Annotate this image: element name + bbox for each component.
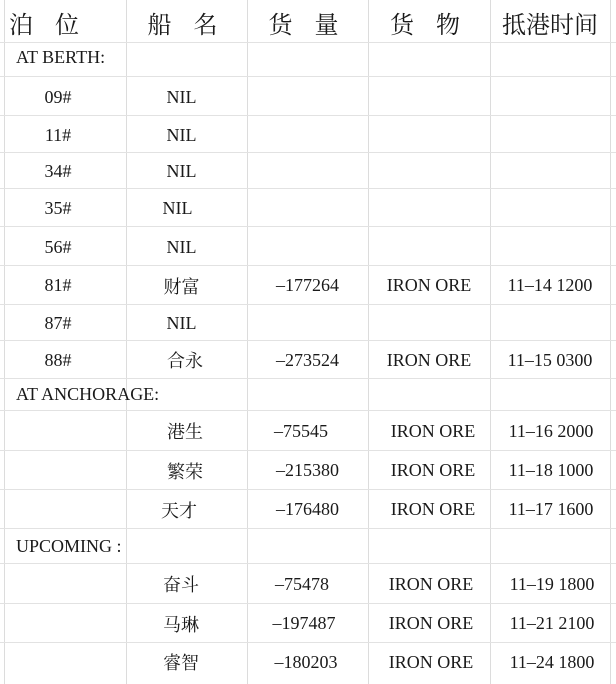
berth-number: 11# bbox=[44, 124, 72, 145]
berth-number: 81# bbox=[44, 275, 72, 295]
header-ship-name: 船 名 bbox=[147, 12, 226, 39]
berth-number: 87# bbox=[44, 312, 72, 333]
berth-number: 34# bbox=[44, 160, 72, 181]
arrival-time: 11–21 2100 bbox=[509, 613, 595, 633]
cargo-quantity: –75545 bbox=[274, 420, 328, 441]
berth-number: 56# bbox=[44, 236, 72, 257]
arrival-time: 11–15 0300 bbox=[507, 349, 593, 370]
arrival-time: 11–19 1800 bbox=[509, 573, 595, 594]
section-at-berth: AT BERTH: bbox=[16, 47, 106, 67]
ship-name: NIL bbox=[166, 86, 197, 107]
header-arrival-time: 抵港时间 bbox=[502, 12, 598, 39]
header-berth: 泊 位 bbox=[9, 12, 87, 39]
arrival-time: 11–17 1600 bbox=[508, 499, 594, 519]
cargo-type: IRON ORE bbox=[390, 460, 476, 480]
grid-line bbox=[0, 76, 616, 77]
cargo-quantity: –215380 bbox=[276, 460, 339, 480]
section-upcoming: UPCOMING : bbox=[16, 536, 122, 556]
ship-name: NIL bbox=[166, 160, 197, 181]
header-quantity: 货 量 bbox=[268, 12, 347, 39]
cargo-quantity: –197487 bbox=[272, 613, 336, 633]
arrival-time: 11–16 2000 bbox=[508, 420, 594, 441]
ship-name: NIL bbox=[162, 197, 193, 218]
cargo-quantity: –176480 bbox=[276, 499, 339, 519]
arrival-time: 11–24 1800 bbox=[509, 651, 595, 672]
arrival-time: 11–18 1000 bbox=[508, 460, 594, 480]
header-cargo: 货 物 bbox=[390, 12, 468, 39]
ship-name: 港生 bbox=[167, 422, 203, 442]
ship-name: NIL bbox=[166, 236, 197, 257]
ship-name: 合永 bbox=[167, 351, 203, 371]
grid-line bbox=[610, 0, 611, 684]
cargo-type: IRON ORE bbox=[390, 420, 476, 441]
berth-number: 09# bbox=[44, 86, 72, 107]
ship-name: 马琳 bbox=[163, 614, 199, 635]
berth-number: 35# bbox=[44, 197, 72, 218]
cargo-quantity: –273524 bbox=[276, 349, 339, 370]
ship-name: 财富 bbox=[163, 276, 200, 297]
grid-line bbox=[0, 42, 616, 43]
cargo-type: IRON ORE bbox=[388, 613, 474, 633]
ship-name: 天才 bbox=[161, 500, 197, 521]
ship-name: 繁荣 bbox=[167, 461, 203, 482]
cargo-quantity: –177264 bbox=[276, 275, 339, 295]
cargo-type: IRON ORE bbox=[390, 499, 476, 519]
ship-name: NIL bbox=[166, 124, 197, 145]
cargo-type: IRON ORE bbox=[388, 573, 474, 594]
cargo-type: IRON ORE bbox=[386, 349, 472, 370]
cargo-quantity: –180203 bbox=[274, 651, 338, 672]
ship-name: NIL bbox=[166, 312, 197, 333]
cargo-quantity: –75478 bbox=[275, 573, 329, 594]
cargo-type: IRON ORE bbox=[386, 275, 472, 295]
section-at-anchorage: AT ANCHORAGE: bbox=[16, 384, 160, 404]
cargo-type: IRON ORE bbox=[388, 651, 474, 672]
berth-number: 88# bbox=[44, 349, 72, 370]
arrival-time: 11–14 1200 bbox=[507, 275, 593, 295]
ship-name: 睿智 bbox=[163, 653, 199, 673]
ship-name: 奋斗 bbox=[163, 575, 199, 595]
